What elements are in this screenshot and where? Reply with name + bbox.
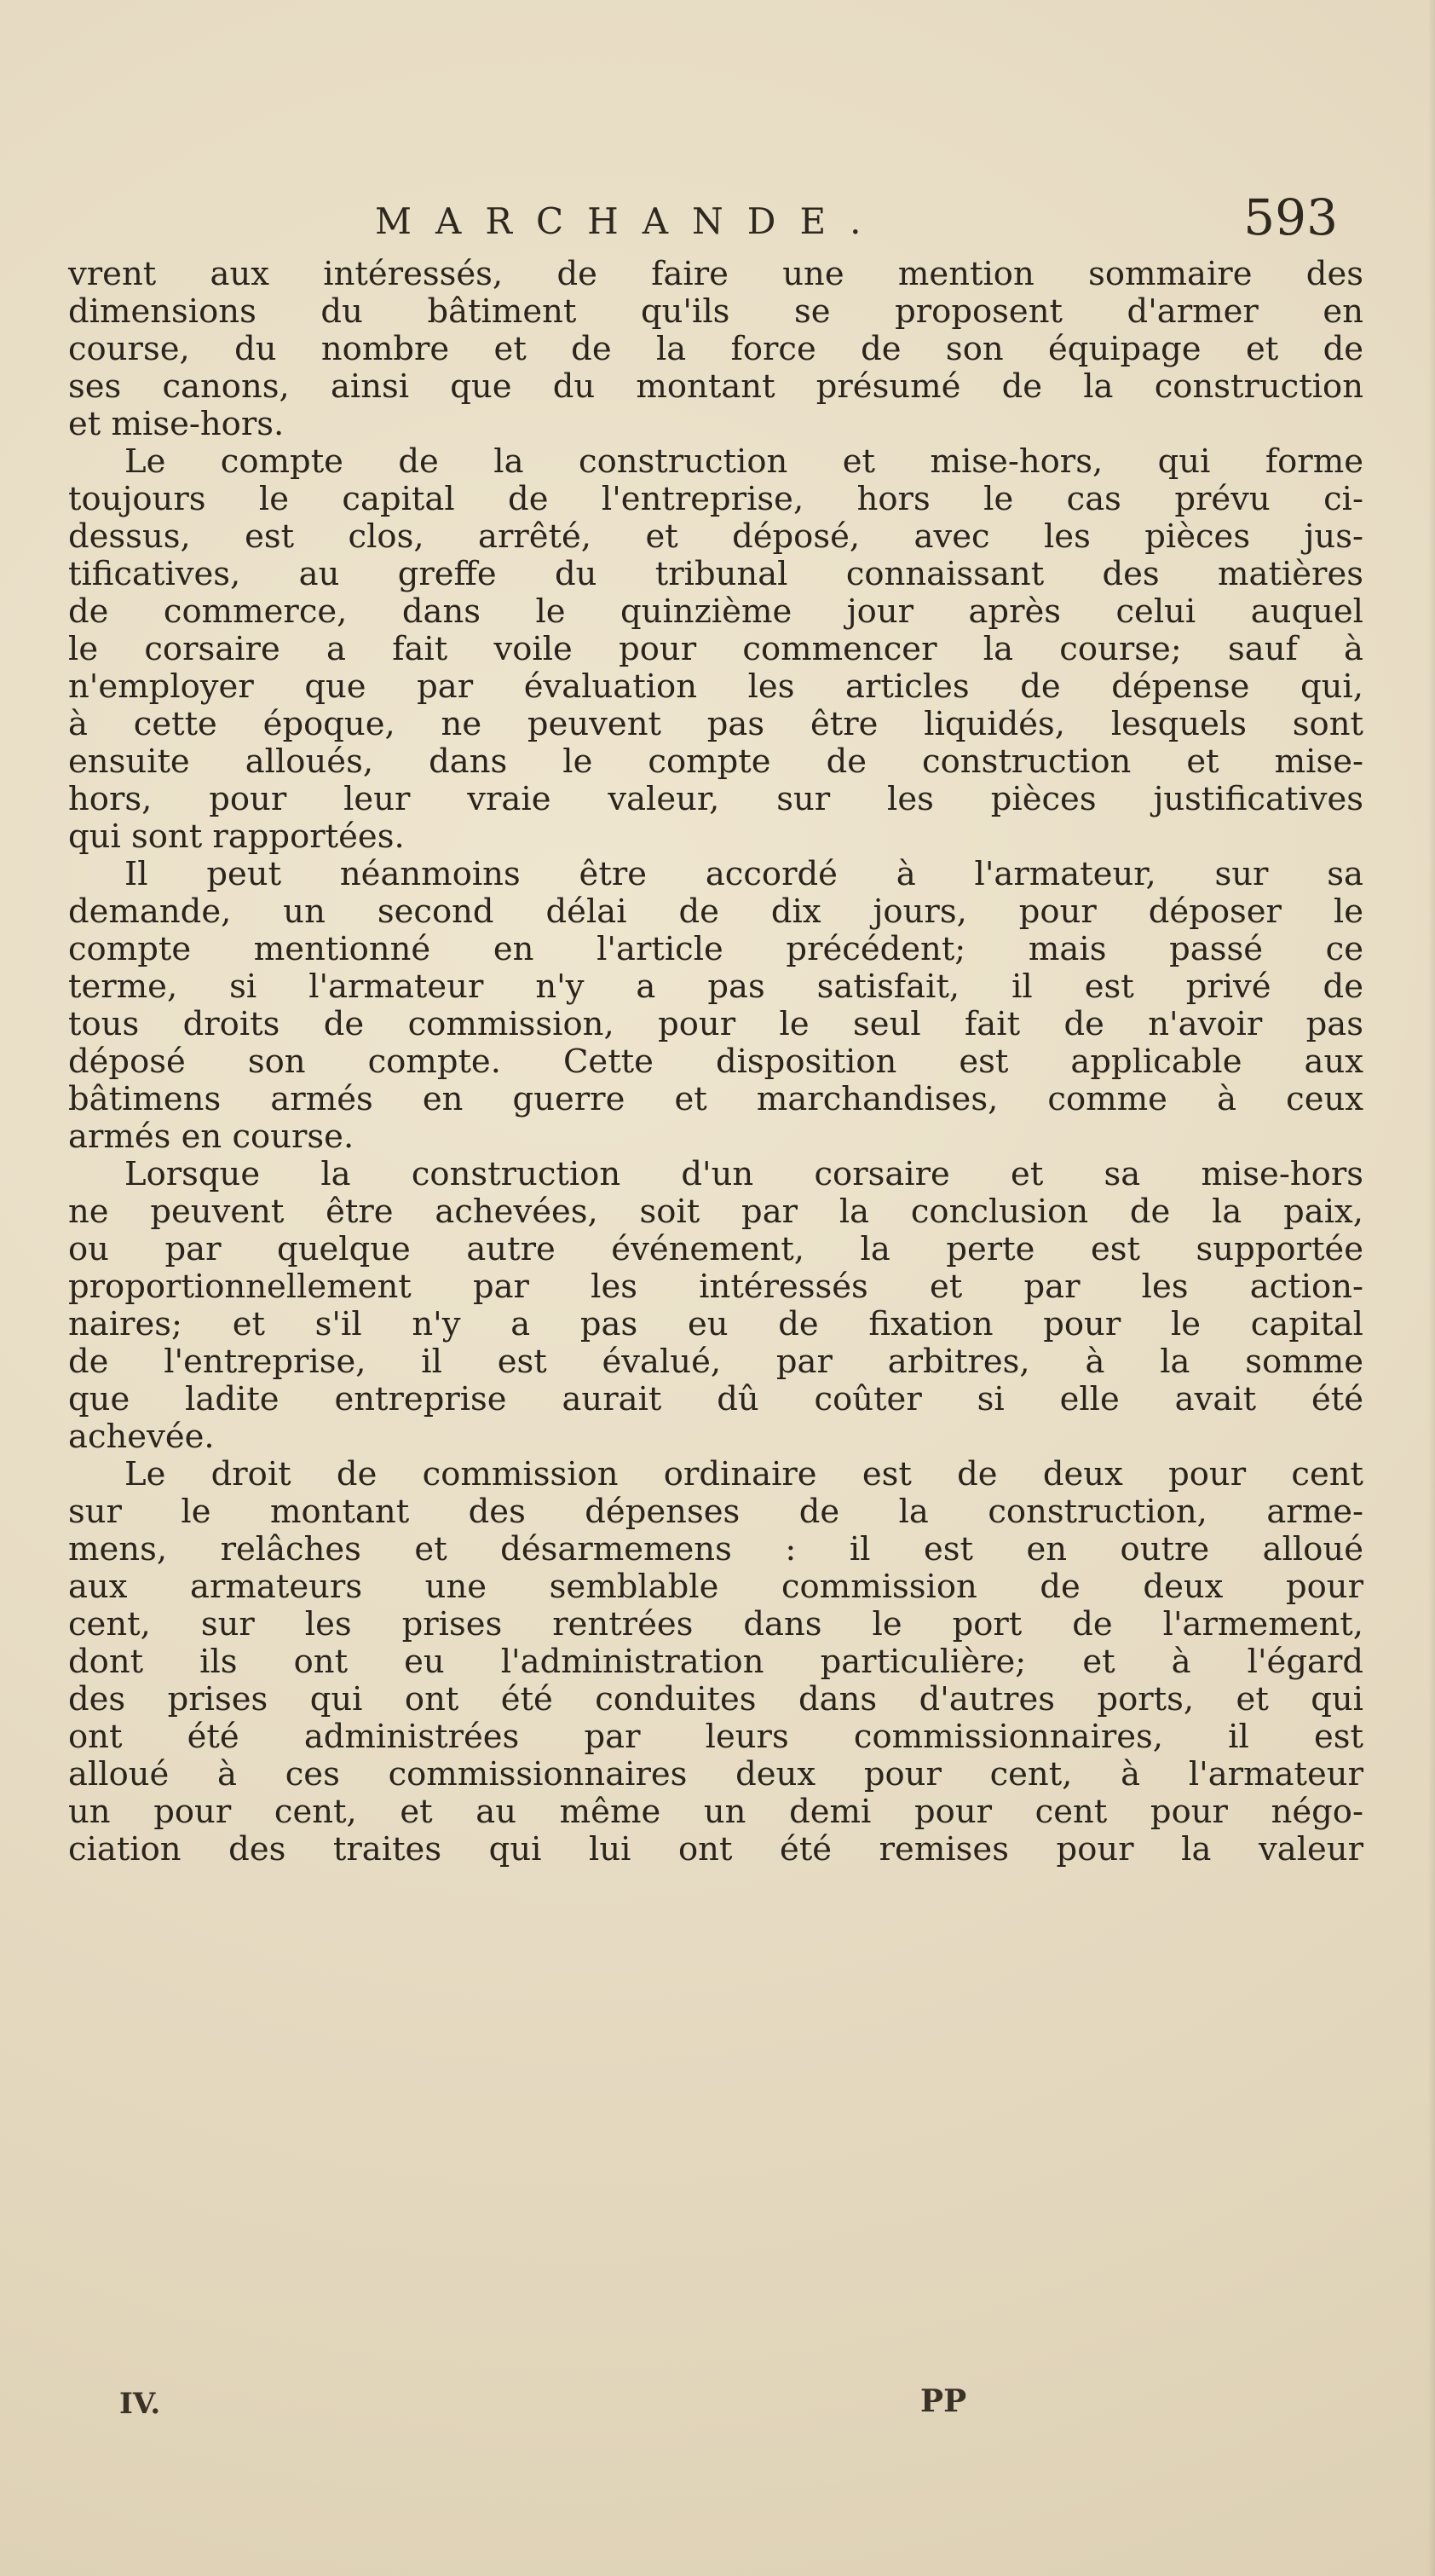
body-line-35: mens, relâches et désarmemens : il est en outre alloué [68, 1530, 1363, 1568]
body-line-3: course, du nombre et de la force de son équipage et de [68, 330, 1363, 368]
body-line-10: de commerce, dans le quinzième jour après celui auquel [68, 592, 1363, 631]
body-line-23: bâtimens armés en guerre et marchandises, comme à ceux [68, 1080, 1363, 1118]
page-footer [68, 2383, 1367, 2438]
body-line-26: ne peuvent être achevées, soit par la conclusion de la paix, [68, 1193, 1363, 1231]
body-line-5: et mise-hors. [68, 405, 285, 443]
body-line-24: armés en course. [68, 1118, 354, 1156]
body-line-8: dessus, est clos, arrêté, et déposé, avec les pièces jus- [68, 517, 1363, 556]
body-line-39: des prises qui ont été conduites dans d'autres ports, et qui [68, 1680, 1363, 1718]
body-line-40: ont été administrées par leurs commissionnaires, il est [68, 1718, 1363, 1756]
body-line-16: qui sont rapportées. [68, 817, 405, 856]
body-line-33: Le droit de commission ordinaire est de deux pour cent [124, 1455, 1363, 1493]
body-line-43: ciation des traites qui lui ont été remises pour la valeur [68, 1830, 1363, 1868]
body-line-34: sur le montant des dépenses de la construction, arme- [68, 1493, 1363, 1531]
body-line-31: que ladite entreprise aurait dû coûter si elle avait été [68, 1380, 1363, 1418]
body-line-32: achevée. [68, 1418, 215, 1456]
body-line-30: de l'entreprise, il est évalué, par arbitres, à la somme [68, 1343, 1363, 1381]
body-line-41: alloué à ces commissionnaires deux pour cent, à l'armateur [68, 1755, 1363, 1793]
signature-marker: PP [920, 2383, 967, 2419]
body-line-37: cent, sur les prises rentrées dans le port de l'armement, [68, 1605, 1363, 1643]
body-line-27: ou par quelque autre événement, la perte est supportée [68, 1230, 1363, 1268]
body-line-18: demande, un second délai de dix jours, pour déposer le [68, 892, 1363, 931]
body-line-4: ses canons, ainsi que du montant présumé de la construction [68, 367, 1363, 406]
body-line-1: vrent aux intéressés, de faire une mention sommaire des [68, 255, 1363, 293]
body-line-17: Il peut néanmoins être accordé à l'armateur, sur sa [124, 855, 1363, 893]
body-line-6: Le compte de la construction et mise-hors, qui forme [124, 442, 1363, 481]
body-line-19: compte mentionné en l'article précédent; mais passé ce [68, 930, 1363, 968]
body-line-9: tificatives, au greffe du tribunal connaissant des matières [68, 555, 1363, 593]
running-head: MARCHANDE. [375, 200, 885, 242]
body-line-21: tous droits de commission, pour le seul fait de n'avoir pas [68, 1005, 1363, 1043]
body-line-12: n'employer que par évaluation les articles de dépense qui, [68, 667, 1363, 706]
body-line-20: terme, si l'armateur n'y a pas satisfait, il est privé de [68, 967, 1363, 1006]
body-line-22: déposé son compte. Cette disposition est applicable aux [68, 1043, 1363, 1081]
body-line-38: dont ils ont eu l'administration particulière; et à l'égard [68, 1643, 1363, 1681]
page-header [68, 183, 1367, 260]
body-line-29: naires; et s'il n'y a pas eu de fixation pour le capital [68, 1305, 1363, 1343]
body-line-14: ensuite alloués, dans le compte de construction et mise- [68, 742, 1363, 781]
body-line-36: aux armateurs une semblable commission de deux pour [68, 1568, 1363, 1606]
body-line-15: hors, pour leur vraie valeur, sur les pièces justificatives [68, 780, 1363, 818]
body-line-13: à cette époque, ne peuvent pas être liquidés, lesquels sont [68, 705, 1363, 743]
page-edge-shadow [1428, 0, 1435, 2576]
signature-volume: IV. [119, 2387, 161, 2421]
body-line-42: un pour cent, et au même un demi pour cent pour négo- [68, 1793, 1363, 1831]
body-line-11: le corsaire a fait voile pour commencer la course; sauf à [68, 630, 1363, 668]
body-line-28: proportionnellement par les intéressés et par les action- [68, 1268, 1363, 1306]
body-line-2: dimensions du bâtiment qu'ils se proposent d'armer en [68, 292, 1363, 331]
page-number: 593 [1243, 188, 1338, 246]
body-line-7: toujours le capital de l'entreprise, hors le cas prévu ci- [68, 480, 1363, 518]
body-line-25: Lorsque la construction d'un corsaire et sa mise-hors [124, 1155, 1363, 1193]
page-body [68, 256, 1363, 1868]
